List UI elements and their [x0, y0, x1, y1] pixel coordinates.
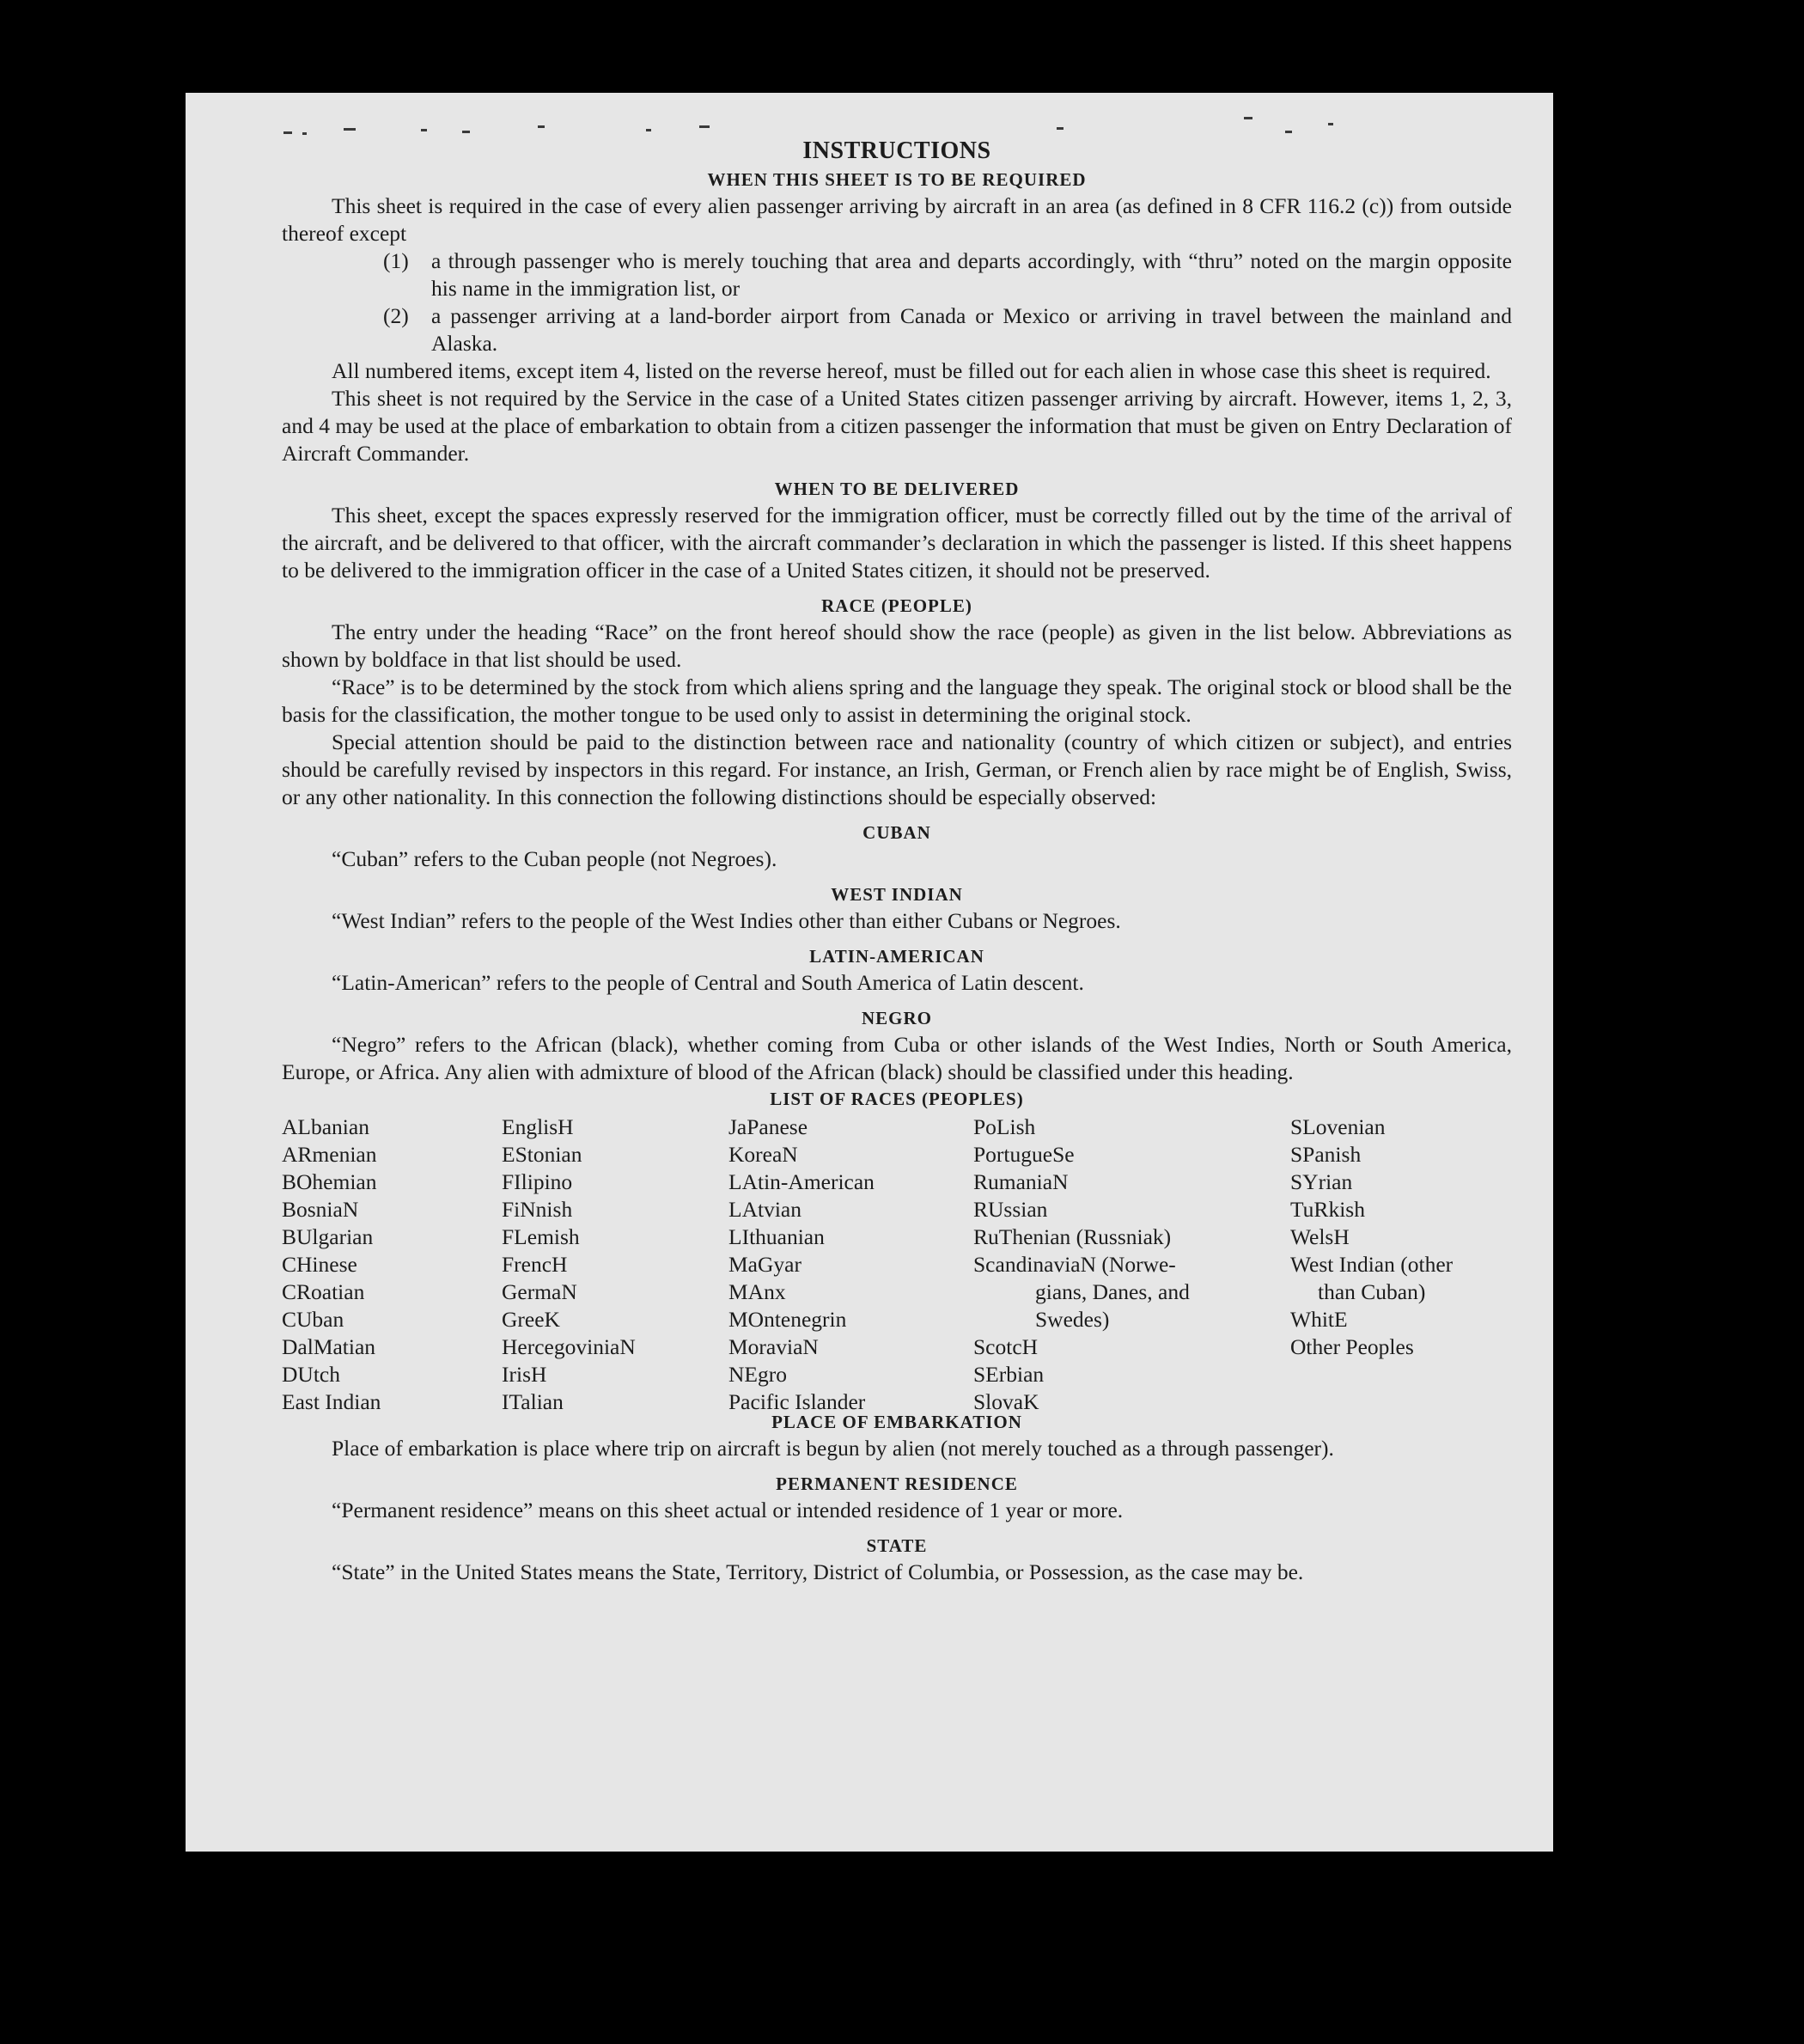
race-item: CHinese: [282, 1252, 357, 1277]
race-item: PoLish: [973, 1114, 1036, 1139]
race-item: KoreaN: [728, 1142, 798, 1167]
race-item: MaGyar: [728, 1252, 801, 1277]
race-item: DUtch: [282, 1362, 340, 1387]
race-item: BOhemian: [282, 1169, 377, 1194]
top-speck: [1057, 127, 1064, 130]
race-item: CUban: [282, 1307, 344, 1332]
page-title: INSTRUCTIONS: [802, 137, 991, 164]
instruction-sheet: [186, 93, 1553, 1852]
race-item: FiNnish: [502, 1197, 573, 1222]
race-item: BosniaN: [282, 1197, 359, 1222]
paragraph-west-indian: “West Indian” refers to the people of the West Indies other than either Cubans or Negroes.: [332, 908, 1121, 933]
race-column: [282, 1114, 381, 1416]
race-item: HercegoviniaN: [502, 1334, 636, 1359]
paragraph-citizen: This sheet is not required by the Service in the case of a United States citizen passenger arriving by aircraft. However, items 1, 2, 3, and 4 may be used at the place of embarkation to obtain from a citizen passenger the information that must be given on Entry Declaration of Aircraft Commander.: [282, 386, 1512, 466]
paragraph-delivery: This sheet, except the spaces expressly reserved for the immigration officer, must be correctly filled out by the time of the arrival of the aircraft, and be delivered to that officer, with the aircraft commander’s declaration in which the passenger is listed. If this sheet happens to be delivered to the immigration officer in the case of a United States citizen, it should not be preserved.: [282, 503, 1512, 583]
race-item: West Indian (other: [1290, 1252, 1454, 1277]
race-item: JaPanese: [728, 1114, 808, 1139]
race-item: MOntenegrin: [728, 1307, 847, 1332]
race-item: NEgro: [728, 1362, 787, 1387]
list-item: [383, 302, 1512, 357]
race-column: [973, 1114, 1190, 1416]
top-speck: [344, 128, 356, 131]
top-speck: [1244, 117, 1252, 119]
race-item: ScandinaviaN (Norwe-: [973, 1252, 1176, 1277]
race-item: Pacific Islander: [728, 1389, 866, 1414]
top-speck: [421, 129, 427, 131]
heading-permanent-residence: PERMANENT RESIDENCE: [776, 1474, 1018, 1494]
heading-list-of-races: LIST OF RACES (PEOPLES): [770, 1089, 1024, 1109]
exceptions-list: [383, 247, 1512, 357]
race-item: FrencH: [502, 1252, 568, 1277]
race-item: EnglisH: [502, 1114, 574, 1139]
race-item: RUssian: [973, 1197, 1048, 1222]
race-item: FLemish: [502, 1224, 580, 1249]
race-item-continued: than Cuban): [1318, 1279, 1426, 1304]
race-item: ALbanian: [282, 1114, 369, 1139]
race-item: PortugueSe: [973, 1142, 1075, 1167]
race-item: BUlgarian: [282, 1224, 374, 1249]
heading-when-required: WHEN THIS SHEET IS TO BE REQUIRED: [707, 169, 1087, 190]
race-item: WelsH: [1290, 1224, 1350, 1249]
race-item: MoraviaN: [728, 1334, 819, 1359]
race-item: ARmenian: [282, 1142, 377, 1167]
top-speck: [302, 132, 307, 135]
top-speck: [462, 131, 470, 133]
race-item: SlovaK: [973, 1389, 1039, 1414]
race-item-continued: gians, Danes, and: [1035, 1279, 1190, 1304]
race-item: RuThenian (Russniak): [973, 1224, 1172, 1249]
race-item: EStonian: [502, 1142, 582, 1167]
paragraph-negro: “Negro” refers to the African (black), whether coming from Cuba or other islands of the West Indies, North or South America, Europe, or Africa. Any alien with admixture of blood of the African (black) should be classified under this heading.: [282, 1032, 1512, 1084]
exception-number: (1): [383, 248, 409, 273]
top-speck: [1285, 131, 1292, 133]
heading-state: STATE: [866, 1535, 928, 1556]
top-speck: [538, 125, 545, 128]
list-item: [383, 247, 1512, 302]
heading-place-of-embarkation: PLACE OF EMBARKATION: [771, 1412, 1022, 1432]
paragraph-cuban: “Cuban” refers to the Cuban people (not Negroes).: [332, 846, 777, 871]
top-speck: [1328, 123, 1333, 125]
race-item: RumaniaN: [973, 1169, 1069, 1194]
top-speck: [699, 125, 710, 128]
race-item: LAtin-American: [728, 1169, 875, 1194]
race-item: IrisH: [502, 1362, 547, 1387]
race-item: Other Peoples: [1290, 1334, 1414, 1359]
paragraph-place-of-embarkation: Place of embarkation is place where trip on aircraft is begun by alien (not merely touched as a through passenger).: [332, 1436, 1334, 1461]
instructions-content: [282, 137, 1512, 1586]
race-item: CRoatian: [282, 1279, 365, 1304]
race-column: [728, 1114, 875, 1416]
race-item: East Indian: [282, 1389, 381, 1414]
paragraph-latin-american: “Latin-American” refers to the people of Central and South America of Latin descent.: [332, 970, 1084, 995]
heading-negro: NEGRO: [861, 1008, 932, 1028]
race-item: SErbian: [973, 1362, 1045, 1387]
race-item: FIlipino: [502, 1169, 573, 1194]
race-list: [282, 1114, 1512, 1414]
paragraph-race-definition: “Race” is to be determined by the stock from which aliens spring and the language they speak. The original stock or blood shall be the basis for the classification, the mother tongue to be used only to assist in determining the original stock.: [282, 674, 1512, 727]
heading-cuban: CUBAN: [862, 822, 931, 843]
race-item: DalMatian: [282, 1334, 376, 1359]
race-item: ITalian: [502, 1389, 564, 1414]
race-item: SPanish: [1290, 1142, 1362, 1167]
race-item: LAtvian: [728, 1197, 801, 1222]
paragraph-race-nationality: Special attention should be paid to the distinction between race and nationality (country of which citizen or subject), and entries should be carefully revised by inspectors in this regard. For instance, an Irish, German, or French alien by race might be of English, Swiss, or any other nationality. In this connection the following distinctions should be especially observed:: [282, 729, 1512, 809]
race-column: [502, 1114, 636, 1416]
race-item: MAnx: [728, 1279, 786, 1304]
race-item: LIthuanian: [728, 1224, 825, 1249]
race-item: SYrian: [1290, 1169, 1353, 1194]
race-column: [1290, 1114, 1453, 1361]
paragraph-race-entry: The entry under the heading “Race” on the front hereof should show the race (people) as given in the list below. Abbreviations as shown by boldface in that list should be used.: [282, 619, 1512, 672]
heading-race: RACE (PEOPLE): [821, 595, 972, 616]
top-speck: [283, 131, 292, 134]
race-item: ScotcH: [973, 1334, 1039, 1359]
paragraph-permanent-residence: “Permanent residence” means on this sheet actual or intended residence of 1 year or more.: [332, 1498, 1124, 1522]
paragraph-numbered-items: All numbered items, except item 4, listed on the reverse hereof, must be filled out for each alien in whose case this sheet is required.: [332, 358, 1491, 383]
race-item: SLovenian: [1290, 1114, 1386, 1139]
race-item: TuRkish: [1290, 1197, 1365, 1222]
exception-number: (2): [383, 303, 409, 328]
paragraph-state: “State” in the United States means the State, Territory, District of Columbia, or Possession, as the case may be.: [332, 1559, 1304, 1584]
exception-text: a passenger arriving at a land-border airport from Canada or Mexico or arriving in travel between the mainland and Alaska.: [431, 303, 1512, 356]
race-item-continued: Swedes): [1035, 1307, 1110, 1332]
race-item: WhitE: [1290, 1307, 1348, 1332]
top-speck: [646, 129, 651, 131]
exception-text: a through passenger who is merely touching that area and departs accordingly, with “thru” noted on the margin opposite his name in the immigration list, or: [431, 248, 1512, 301]
heading-latin-american: LATIN-AMERICAN: [809, 946, 984, 967]
paragraph-requirement: This sheet is required in the case of every alien passenger arriving by aircraft in an area (as defined in 8 CFR 116.2 (c)) from outside thereof except: [282, 193, 1512, 246]
heading-west-indian: WEST INDIAN: [831, 884, 963, 905]
heading-when-delivered: WHEN TO BE DELIVERED: [774, 479, 1020, 499]
race-item: GermaN: [502, 1279, 577, 1304]
race-item: GreeK: [502, 1307, 560, 1332]
